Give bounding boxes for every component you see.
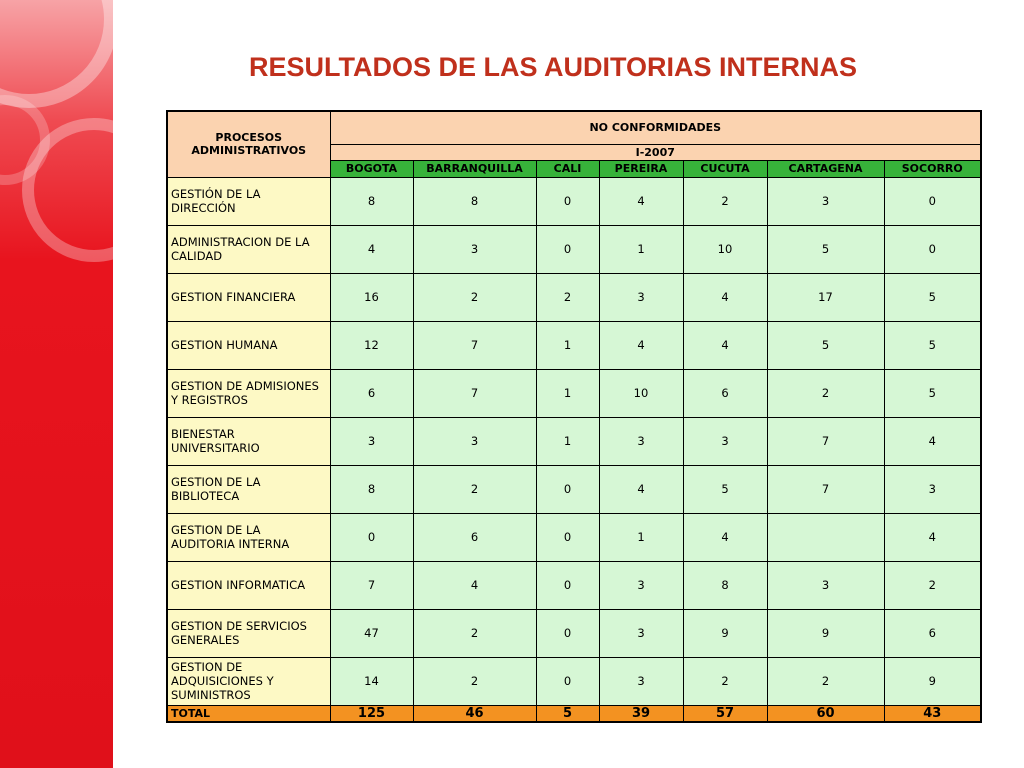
- value-cell: 8: [330, 177, 413, 225]
- process-name-cell: GESTION DE LA BIBLIOTECA: [167, 465, 330, 513]
- table-row: [167, 561, 981, 609]
- value-cell: 4: [599, 177, 683, 225]
- value-cell: 4: [413, 561, 536, 609]
- process-name-cell: ADMINISTRACION DE LA CALIDAD: [167, 225, 330, 273]
- value-cell: 0: [536, 609, 599, 657]
- value-cell: 0: [536, 177, 599, 225]
- value-cell: 47: [330, 609, 413, 657]
- value-cell: 14: [330, 657, 413, 705]
- table-row: [167, 321, 981, 369]
- value-cell: 3: [599, 657, 683, 705]
- value-cell: 8: [683, 561, 767, 609]
- value-cell: 3: [413, 417, 536, 465]
- value-cell: 0: [884, 177, 981, 225]
- table-row: [167, 369, 981, 417]
- table-row: [167, 657, 981, 705]
- table-row: [167, 609, 981, 657]
- value-cell: 4: [884, 417, 981, 465]
- city-header: CUCUTA: [683, 160, 767, 177]
- value-cell: 9: [884, 657, 981, 705]
- decorative-ring: [0, 0, 113, 108]
- value-cell: 3: [599, 609, 683, 657]
- value-cell: 10: [599, 369, 683, 417]
- value-cell: 4: [683, 321, 767, 369]
- value-cell: 2: [767, 369, 884, 417]
- total-value-cell: 60: [767, 705, 884, 722]
- city-header: CARTAGENA: [767, 160, 884, 177]
- value-cell: 8: [413, 177, 536, 225]
- value-cell: 3: [884, 465, 981, 513]
- total-value-cell: 5: [536, 705, 599, 722]
- value-cell: 7: [767, 417, 884, 465]
- total-value-cell: 57: [683, 705, 767, 722]
- city-header: CALI: [536, 160, 599, 177]
- value-cell: 2: [767, 657, 884, 705]
- value-cell: 3: [330, 417, 413, 465]
- value-cell: 5: [884, 321, 981, 369]
- value-cell: 3: [413, 225, 536, 273]
- process-name-cell: GESTION DE ADMISIONES Y REGISTROS: [167, 369, 330, 417]
- value-cell: 6: [683, 369, 767, 417]
- value-cell: 4: [599, 321, 683, 369]
- value-cell: 2: [536, 273, 599, 321]
- total-value-cell: 43: [884, 705, 981, 722]
- value-cell: 6: [330, 369, 413, 417]
- value-cell: 7: [413, 321, 536, 369]
- value-cell: 0: [536, 225, 599, 273]
- value-cell: 1: [536, 369, 599, 417]
- process-name-cell: GESTION DE ADQUISICIONES Y SUMINISTROS: [167, 657, 330, 705]
- value-cell: 4: [330, 225, 413, 273]
- value-cell: 1: [536, 321, 599, 369]
- value-cell: 1: [599, 225, 683, 273]
- value-cell: 0: [536, 657, 599, 705]
- value-cell: 3: [599, 417, 683, 465]
- value-cell: 5: [767, 225, 884, 273]
- value-cell: 7: [767, 465, 884, 513]
- value-cell: 6: [884, 609, 981, 657]
- value-cell: 1: [536, 417, 599, 465]
- table-row: [167, 417, 981, 465]
- decorative-side-band: [0, 0, 113, 768]
- value-cell: 4: [683, 273, 767, 321]
- value-cell: 9: [767, 609, 884, 657]
- total-row: [167, 705, 981, 722]
- nonconformities-table: [166, 110, 982, 723]
- table-row: [167, 273, 981, 321]
- value-cell: 0: [536, 561, 599, 609]
- table-row: [167, 465, 981, 513]
- table-row: [167, 177, 981, 225]
- value-cell: 5: [767, 321, 884, 369]
- total-value-cell: 39: [599, 705, 683, 722]
- value-cell: 3: [683, 417, 767, 465]
- process-name-cell: GESTION DE SERVICIOS GENERALES: [167, 609, 330, 657]
- total-value-cell: 125: [330, 705, 413, 722]
- value-cell: 2: [413, 609, 536, 657]
- nonconformities-header: NO CONFORMIDADES: [330, 111, 981, 144]
- value-cell: 6: [413, 513, 536, 561]
- value-cell: 10: [683, 225, 767, 273]
- total-label: TOTAL: [167, 705, 330, 722]
- value-cell: 5: [884, 369, 981, 417]
- value-cell: 2: [683, 177, 767, 225]
- value-cell: 0: [536, 465, 599, 513]
- value-cell: 4: [884, 513, 981, 561]
- process-name-cell: GESTION FINANCIERA: [167, 273, 330, 321]
- process-name-cell: GESTION HUMANA: [167, 321, 330, 369]
- value-cell: 3: [599, 561, 683, 609]
- value-cell: 4: [599, 465, 683, 513]
- value-cell: 2: [413, 657, 536, 705]
- value-cell: 0: [330, 513, 413, 561]
- value-cell: 2: [413, 465, 536, 513]
- value-cell: 16: [330, 273, 413, 321]
- value-cell: 2: [683, 657, 767, 705]
- table-row: [167, 225, 981, 273]
- value-cell: 3: [767, 177, 884, 225]
- value-cell: 7: [330, 561, 413, 609]
- city-header: PEREIRA: [599, 160, 683, 177]
- table-row: [167, 513, 981, 561]
- city-header: BARRANQUILLA: [413, 160, 536, 177]
- value-cell: 8: [330, 465, 413, 513]
- city-header: BOGOTA: [330, 160, 413, 177]
- slide-title: RESULTADOS DE LAS AUDITORIAS INTERNAS: [248, 52, 858, 82]
- process-name-cell: GESTIÓN DE LA DIRECCIÓN: [167, 177, 330, 225]
- process-name-cell: BIENESTAR UNIVERSITARIO: [167, 417, 330, 465]
- value-cell: 5: [884, 273, 981, 321]
- value-cell: 2: [413, 273, 536, 321]
- value-cell: 12: [330, 321, 413, 369]
- value-cell: 0: [536, 513, 599, 561]
- process-header: PROCESOS ADMINISTRATIVOS: [167, 111, 330, 177]
- value-cell: 17: [767, 273, 884, 321]
- value-cell: 3: [599, 273, 683, 321]
- value-cell: [767, 513, 884, 561]
- value-cell: 5: [683, 465, 767, 513]
- value-cell: 0: [884, 225, 981, 273]
- period-header: I-2007: [330, 144, 981, 160]
- total-value-cell: 46: [413, 705, 536, 722]
- city-header: SOCORRO: [884, 160, 981, 177]
- value-cell: 7: [413, 369, 536, 417]
- value-cell: 4: [683, 513, 767, 561]
- value-cell: 1: [599, 513, 683, 561]
- value-cell: 2: [884, 561, 981, 609]
- value-cell: 3: [767, 561, 884, 609]
- value-cell: 9: [683, 609, 767, 657]
- process-name-cell: GESTION INFORMATICA: [167, 561, 330, 609]
- process-name-cell: GESTION DE LA AUDITORIA INTERNA: [167, 513, 330, 561]
